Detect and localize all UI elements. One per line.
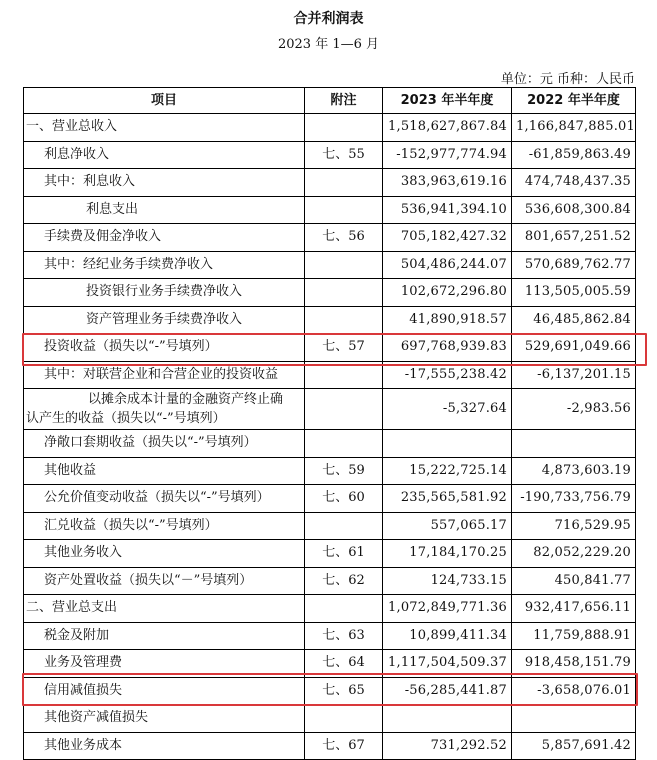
table-row (24, 485, 636, 513)
table-row (24, 114, 636, 142)
row-note (305, 361, 383, 389)
row-value-2022: -3,658,076.01 (512, 677, 636, 705)
row-label: 业务及管理费 (24, 650, 305, 678)
row-label: 汇兑收益（损失以“-”号填列） (24, 512, 305, 540)
row-note (305, 430, 383, 458)
row-note: 七、55 (305, 141, 383, 169)
table-row (24, 334, 636, 362)
table-row (24, 224, 636, 252)
row-label: 其中：对联营企业和合营企业的投资收益 (24, 361, 305, 389)
row-value-2022: 5,857,691.42 (512, 732, 636, 760)
row-value-2022: 529,691,049.66 (512, 334, 636, 362)
row-value-2022: 1,166,847,885.01 (512, 114, 636, 142)
row-value-2023: 10,899,411.34 (383, 622, 512, 650)
row-note (305, 169, 383, 197)
row-value-2022: -6,137,201.15 (512, 361, 636, 389)
table-row (24, 196, 636, 224)
table-row (24, 361, 636, 389)
row-note: 七、62 (305, 567, 383, 595)
row-value-2022: 113,505,005.59 (512, 279, 636, 307)
row-value-2023 (383, 430, 512, 458)
table-row (24, 595, 636, 623)
row-label-line-2: 认产生的收益（损失以“-”号填列） (26, 411, 226, 426)
table-row (24, 430, 636, 458)
row-note: 七、57 (305, 334, 383, 362)
row-value-2023: 1,072,849,771.36 (383, 595, 512, 623)
row-label (24, 389, 305, 430)
row-note: 七、64 (305, 650, 383, 678)
row-value-2023: 15,222,725.14 (383, 457, 512, 485)
row-label-line-1: 以摊余成本计量的金融资产终止确 (88, 392, 284, 407)
column-header-item: 项目 (24, 88, 305, 114)
row-value-2023: 557,065.17 (383, 512, 512, 540)
row-value-2022 (512, 705, 636, 733)
row-note (305, 512, 383, 540)
column-header-2023: 2023 年半年度 (383, 88, 512, 114)
row-label: 投资收益（损失以“-”号填列） (24, 334, 305, 362)
row-label: 利息支出 (24, 196, 305, 224)
income-statement-table (23, 87, 636, 760)
table-row (24, 512, 636, 540)
row-value-2023: -17,555,238.42 (383, 361, 512, 389)
table-row (24, 169, 636, 197)
row-value-2022: 11,759,888.91 (512, 622, 636, 650)
row-note (305, 389, 383, 430)
row-note: 七、65 (305, 677, 383, 705)
row-value-2023: 697,768,939.83 (383, 334, 512, 362)
table-row (24, 389, 636, 430)
row-label: 税金及附加 (24, 622, 305, 650)
row-value-2023: 1,117,504,509.37 (383, 650, 512, 678)
table-row (24, 622, 636, 650)
row-label: 二、营业总支出 (24, 595, 305, 623)
table-row (24, 457, 636, 485)
row-value-2023: 102,672,296.80 (383, 279, 512, 307)
row-note (305, 251, 383, 279)
row-note: 七、56 (305, 224, 383, 252)
row-label: 利息净收入 (24, 141, 305, 169)
row-label: 其他业务收入 (24, 540, 305, 568)
row-value-2022: -190,733,756.79 (512, 485, 636, 513)
row-note: 七、60 (305, 485, 383, 513)
row-note: 七、61 (305, 540, 383, 568)
row-value-2023: 1,518,627,867.84 (383, 114, 512, 142)
table-row (24, 540, 636, 568)
table-row (24, 141, 636, 169)
row-label: 投资银行业务手续费净收入 (24, 279, 305, 307)
row-note: 七、67 (305, 732, 383, 760)
row-label: 公允价值变动收益（损失以“-”号填列） (24, 485, 305, 513)
table-row (24, 567, 636, 595)
table-row (24, 705, 636, 733)
row-value-2023: -5,327.64 (383, 389, 512, 430)
row-note: 七、63 (305, 622, 383, 650)
row-note (305, 705, 383, 733)
table-row (24, 306, 636, 334)
table-row (24, 279, 636, 307)
table-row (24, 677, 636, 705)
row-value-2022: -61,859,863.49 (512, 141, 636, 169)
row-note (305, 196, 383, 224)
row-value-2022: 474,748,437.35 (512, 169, 636, 197)
row-note (305, 279, 383, 307)
row-value-2022: 82,052,229.20 (512, 540, 636, 568)
row-value-2022: 570,689,762.77 (512, 251, 636, 279)
row-value-2022: 801,657,251.52 (512, 224, 636, 252)
row-value-2022: 536,608,300.84 (512, 196, 636, 224)
row-label: 其中：利息收入 (24, 169, 305, 197)
page-title: 合并利润表 (293, 11, 364, 27)
period-subtitle: 2023 年 1—6 月 (277, 37, 380, 52)
row-label: 一、营业总收入 (24, 114, 305, 142)
row-label: 资产管理业务手续费净收入 (24, 306, 305, 334)
table-row (24, 650, 636, 678)
row-value-2022 (512, 430, 636, 458)
row-note (305, 595, 383, 623)
row-value-2022: 716,529.95 (512, 512, 636, 540)
row-value-2023: 124,733.15 (383, 567, 512, 595)
row-value-2023: 17,184,170.25 (383, 540, 512, 568)
unit-currency-info: 单位：元 币种：人民币 (500, 72, 635, 87)
row-value-2023: 504,486,244.07 (383, 251, 512, 279)
table-row (24, 251, 636, 279)
row-note (305, 306, 383, 334)
row-label: 其他收益 (24, 457, 305, 485)
row-value-2023: -56,285,441.87 (383, 677, 512, 705)
row-label: 其他资产减值损失 (24, 705, 305, 733)
row-value-2023: 383,963,619.16 (383, 169, 512, 197)
row-note (305, 114, 383, 142)
row-value-2023: 705,182,427.32 (383, 224, 512, 252)
row-value-2022: 918,458,151.79 (512, 650, 636, 678)
row-label: 净敞口套期收益（损失以“-”号填列） (24, 430, 305, 458)
row-value-2023: 536,941,394.10 (383, 196, 512, 224)
table-header-row (24, 88, 636, 114)
row-value-2022: 450,841.77 (512, 567, 636, 595)
row-label: 其中：经纪业务手续费净收入 (24, 251, 305, 279)
row-label: 资产处置收益（损失以“－”号填列） (24, 567, 305, 595)
row-value-2022: 46,485,862.84 (512, 306, 636, 334)
column-header-note: 附注 (305, 88, 383, 114)
row-value-2022: 932,417,656.11 (512, 595, 636, 623)
row-value-2023: 235,565,581.92 (383, 485, 512, 513)
row-value-2023: 41,890,918.57 (383, 306, 512, 334)
row-label: 其他业务成本 (24, 732, 305, 760)
row-value-2023: -152,977,774.94 (383, 141, 512, 169)
row-note: 七、59 (305, 457, 383, 485)
row-value-2022: -2,983.56 (512, 389, 636, 430)
row-value-2022: 4,873,603.19 (512, 457, 636, 485)
table-row (24, 732, 636, 760)
row-value-2023 (383, 705, 512, 733)
column-header-2022: 2022 年半年度 (512, 88, 636, 114)
row-value-2023: 731,292.52 (383, 732, 512, 760)
row-label: 信用减值损失 (24, 677, 305, 705)
row-label: 手续费及佣金净收入 (24, 224, 305, 252)
